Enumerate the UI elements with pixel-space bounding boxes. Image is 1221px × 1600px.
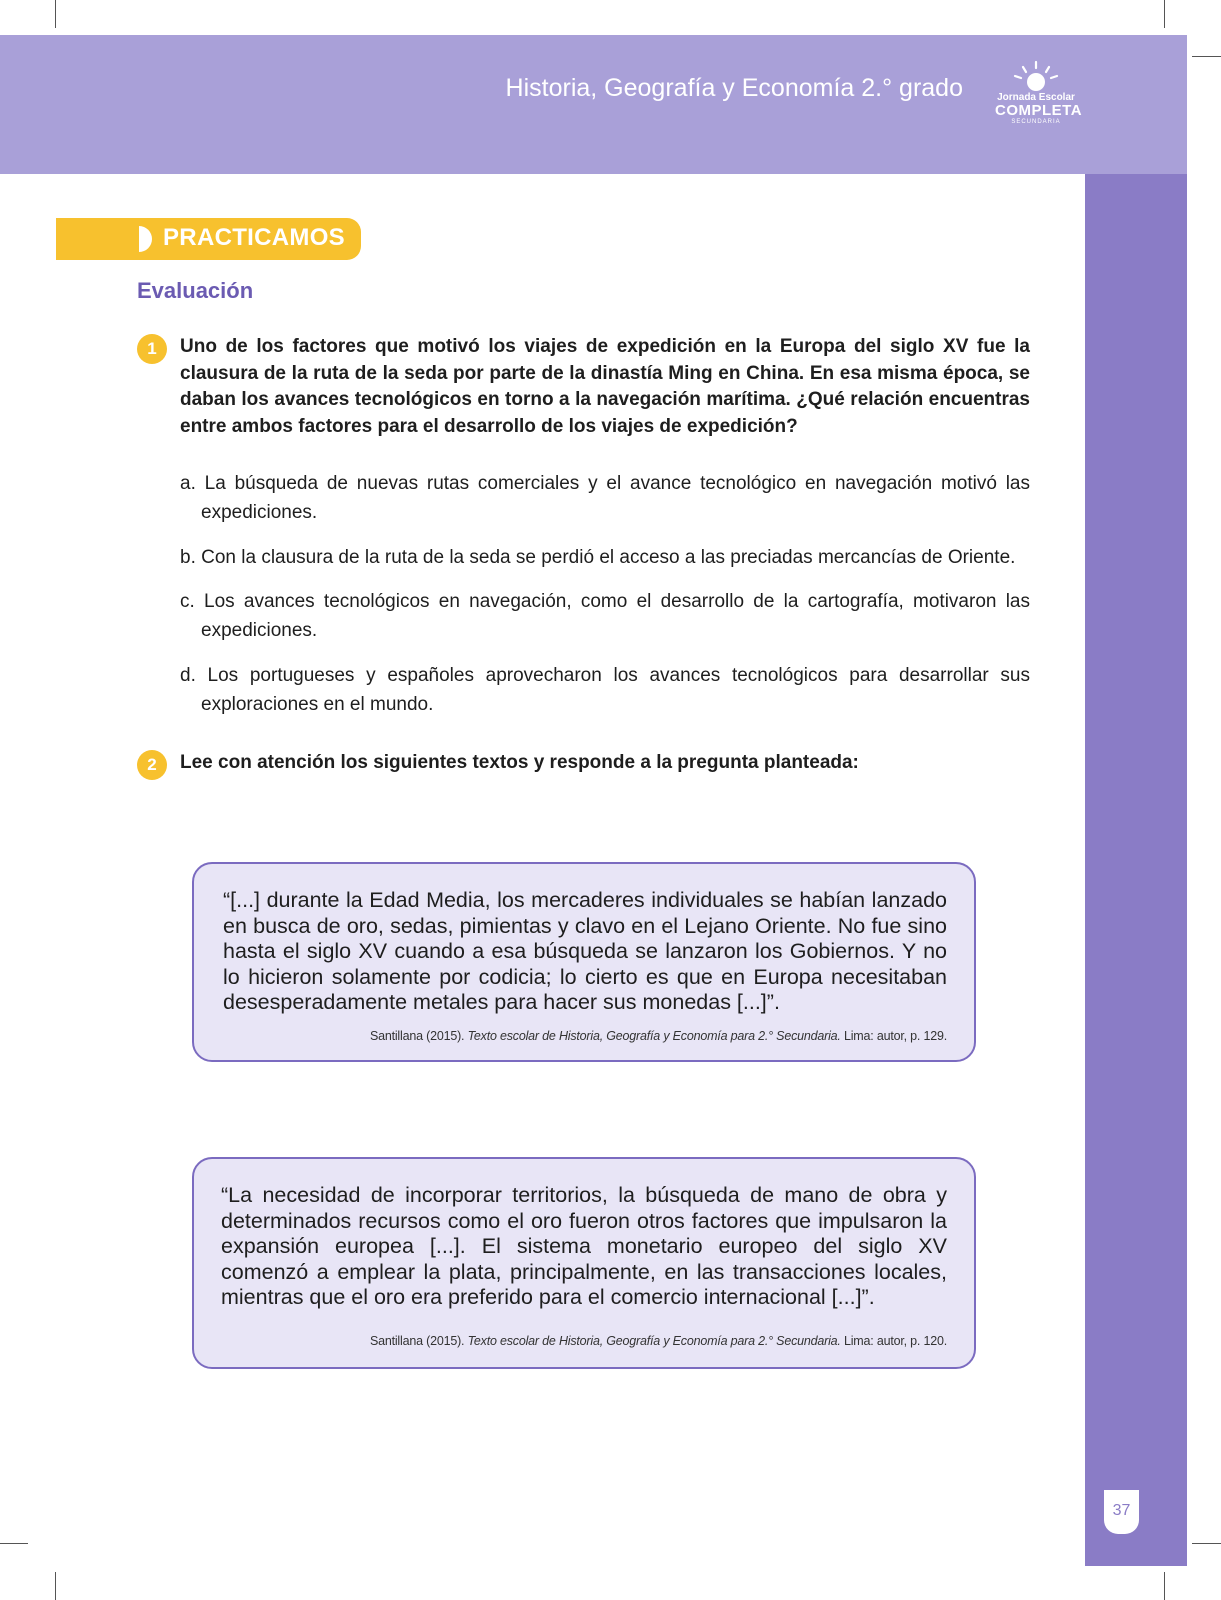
logo-top-text: Jornada Escolar [997, 92, 1075, 103]
page-title: Historia, Geografía y Economía 2.° grado [505, 74, 963, 102]
question-number-2: 2 [137, 750, 167, 780]
answer-option-d[interactable]: d. Los portugueses y españoles aprovecharon los avances tecnológicos para desarrollar sus exploraciones en el mundo. [180, 665, 1030, 715]
source-suffix: Lima: autor, p. 129. [840, 1029, 947, 1043]
crop-mark [0, 1543, 28, 1544]
source-prefix: Santillana (2015). [369, 1334, 465, 1348]
crop-mark [55, 1572, 56, 1600]
answer-option-c[interactable]: c. Los avances tecnológicos en navegación, como el desarrollo de la cartografía, motivaron las expediciones. [180, 591, 1030, 641]
logo-main-text: COMPLETA [995, 102, 1083, 119]
quote-text-1: “[...] durante la Edad Media, los mercaderes individuales se habían lanzado en busca de oro, sedas, pimientas y clavo en el Lejano Oriente. No fue sino hasta el siglo XV cuando a esa búsqueda se lanzaron los Gobiernos. Y no lo hicieron solamente por codicia; lo cierto es que en Europa necesitaban desesperadamente metales para hacer sus monedas [...]”. [223, 888, 947, 1014]
banner-label: PRACTICAMOS [163, 224, 345, 251]
crop-mark [55, 0, 56, 28]
logo [995, 58, 1083, 148]
quote-source-2 [370, 1334, 947, 1348]
answer-option-a[interactable]: a. La búsqueda de nuevas rutas comerciales y el avance tecnológico en navegación motivó las expediciones. [180, 473, 1030, 523]
source-title: Texto escolar de Historia, Geografía y Economía para 2.° Secundaria. [467, 1334, 841, 1348]
crop-mark [1192, 56, 1221, 57]
source-title: Texto escolar de Historia, Geografía y Economía para 2.° Secundaria. [467, 1029, 841, 1043]
quote-source-1 [370, 1029, 947, 1043]
question-number-1: 1 [137, 334, 167, 364]
quote-text-2: “La necesidad de incorporar territorios, la búsqueda de mano de obra y determinados recursos como el oro fueron otros factores que impulsaron la expansión europea [...]. El sistema monetario europeo del siglo XV comenzó a emplear la plata, principalmente, en las transacciones locales, mientras que el oro era preferido para el comercio internacional [...]”. [221, 1183, 947, 1309]
side-band [1085, 174, 1187, 1566]
logo-wordmark [995, 92, 1083, 125]
crop-mark [1192, 1543, 1221, 1544]
quote-box-2 [192, 1157, 976, 1369]
question-1-text: Uno de los factores que motivó los viajes de expedición en la Europa del siglo XV fue la clausura de la ruta de la seda por parte de la dinastía Ming en China. En esa misma época, se daban los avances tecnológicos en torno a la navegación marítima. ¿Qué relación encuentras entre ambos factores para el desarrollo de los viajes de expedición? [180, 336, 1030, 437]
page-number: 37 [1112, 1502, 1131, 1519]
crop-mark [1164, 1572, 1165, 1600]
section-title: Evaluación [137, 278, 254, 303]
logo-sub-text: SECUNDARIA [1011, 119, 1061, 125]
crop-mark [1164, 0, 1165, 28]
source-prefix: Santillana (2015). [369, 1029, 465, 1043]
question-2-text: Lee con atención los siguientes textos y responde a la pregunta planteada: [180, 752, 859, 773]
quote-box-1 [192, 862, 976, 1062]
source-suffix: Lima: autor, p. 120. [840, 1334, 947, 1348]
practicamos-banner [56, 218, 361, 260]
answer-option-b[interactable]: b. Con la clausura de la ruta de la seda se perdió el acceso a las preciadas mercancías de Oriente. [180, 547, 1016, 568]
half-circle-icon [139, 226, 152, 252]
